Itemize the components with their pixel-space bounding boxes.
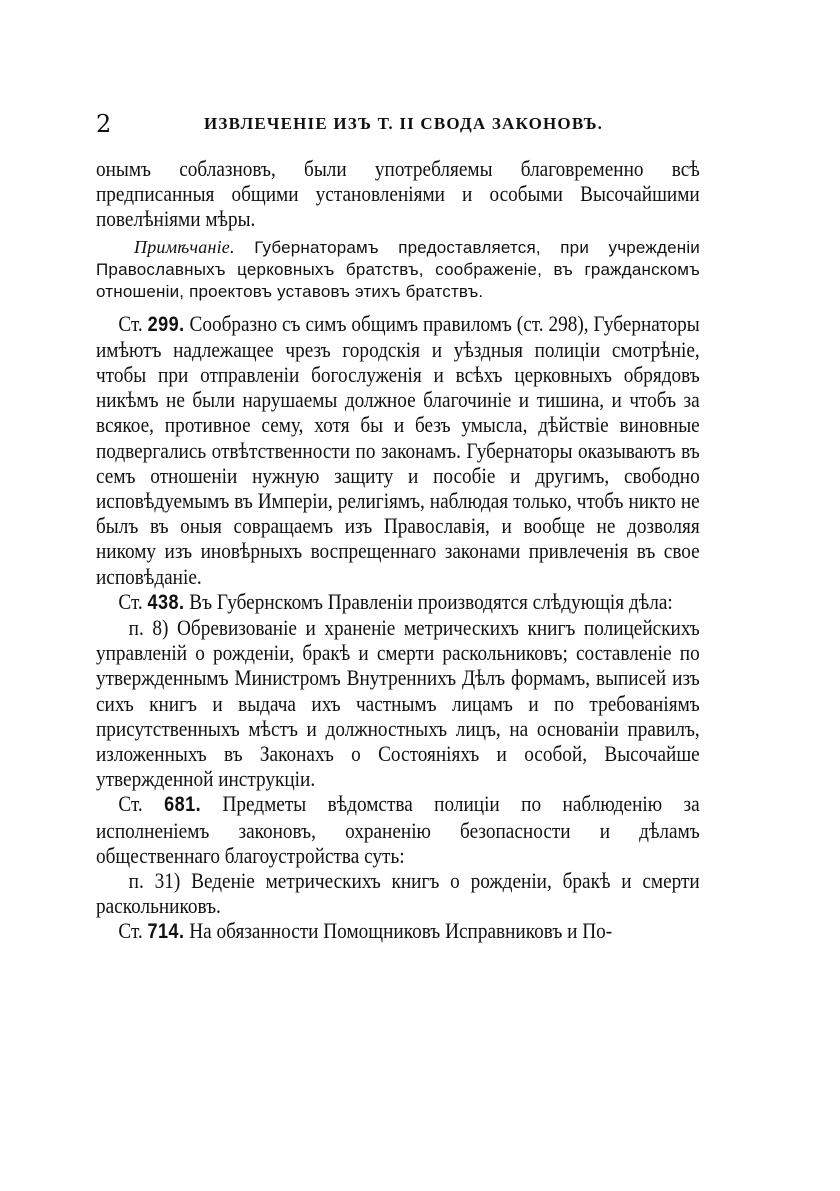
article-299-text: Сообразно съ симъ общимъ правиломъ (ст. 298), Губернаторы имѣютъ надлежащее чрезъ городскія и уѣздныя полиціи смотрѣніе, чтобы при отправленіи богослуженія и всѣхъ церковныхъ обрядовъ никѣмъ не были нарушаемы должное благочиніе и тишина, и чтобъ за всякое, противное сему, хотя бы и безъ умысла, дѣйствіе виновные подвергались отвѣтственности по законамъ. Губернаторы оказываютъ въ семъ отношеніи нужную защиту и пособіе и другимъ, свободно исповѣдуемымъ въ Имперіи, религіямъ, наблюдая только, чтобъ никто не былъ въ оныя совращаемъ изъ Православія, и вообще не дозволяя никому изъ иновѣрныхъ воспрещеннаго законами привлеченія въ свое исповѣданіе. xyxy=(96,310,700,589)
article-681-number: 681. xyxy=(164,793,202,817)
article-681 xyxy=(96,791,700,868)
article-714-prefix: Ст. xyxy=(118,918,143,944)
page-text xyxy=(96,156,700,945)
running-header xyxy=(96,110,696,140)
article-714-text: На обязанности Помощниковъ Исправниковъ и По- xyxy=(189,918,613,944)
article-681-text: Предметы вѣдомства полиціи по наблюденію за исполненіемъ законовъ, охраненію безопасности и дѣламъ общественнаго благоустройства суть: xyxy=(96,791,700,868)
note-text: Губернаторамъ предоставляется, при учрежденіи Православныхъ церковныхъ братствъ, соображеніе, въ гражданскомъ отношеніи, проектовъ уставовъ этихъ братствъ. xyxy=(96,237,700,301)
article-438-item-8: п. 8) Обревизованіе и храненіе метрическихъ книгъ полицейскихъ управленій о рожденіи, бракѣ и смерти раскольниковъ; составленіе по утвержденнымъ Министромъ Внутреннихъ Дѣлъ формамъ, выписей изъ сихъ книгъ и выдача ихъ частнымъ лицамъ и по требованіямъ присутственныхъ мѣстъ и должностныхъ лицъ, на основаніи правилъ, изложенныхъ въ Законахъ о Состояніяхъ и особой, Высочайше утвержденной инструкціи. xyxy=(96,615,700,792)
article-438-text: Въ Губернскомъ Правленіи производятся слѣдующія дѣла: xyxy=(189,588,673,614)
article-681-prefix: Ст. xyxy=(118,791,143,817)
note-label: Примѣчаніе. xyxy=(134,236,235,257)
article-299 xyxy=(96,311,700,589)
article-714-number: 714. xyxy=(147,920,185,944)
article-299-prefix: Ст. xyxy=(118,310,143,336)
note-paragraph xyxy=(96,236,700,303)
article-681-item-31: п. 31) Веденіе метрическихъ книгъ о рожденіи, бракѣ и смерти раскольниковъ. xyxy=(96,868,700,919)
article-438-number: 438. xyxy=(147,590,185,614)
running-title: ИЗВЛЕЧЕНІЕ ИЗЪ Т. II СВОДА ЗАКОНОВЪ. xyxy=(204,114,604,133)
intro-paragraph: онымъ соблазновъ, были употребляемы благовременно всѣ предписанныя общими установленіями и особыми Высочайшими повелѣніями мѣры. xyxy=(96,156,700,232)
page-number: 2 xyxy=(96,110,112,138)
article-438 xyxy=(96,589,700,615)
article-438-prefix: Ст. xyxy=(118,588,143,614)
article-299-number: 299. xyxy=(147,312,185,336)
article-714 xyxy=(96,918,700,944)
